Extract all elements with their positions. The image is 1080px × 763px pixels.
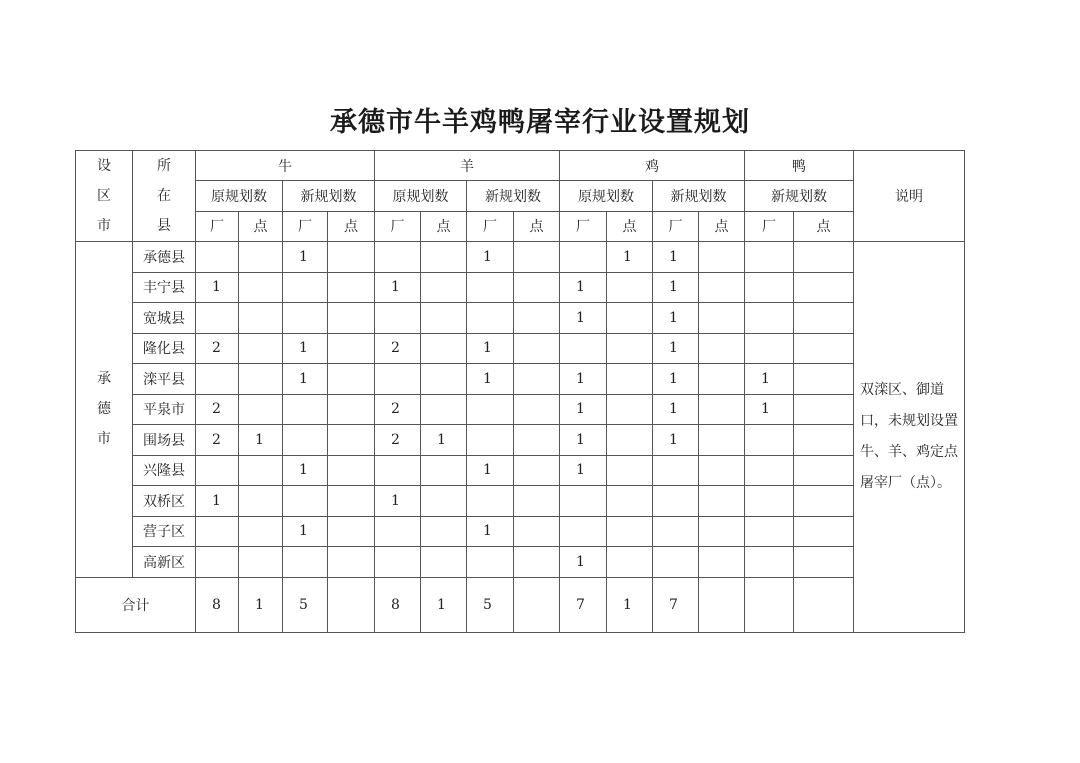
value-cell: 1 [467, 242, 514, 273]
value-cell: 1 [467, 333, 514, 364]
unit-point-header: 点 [514, 211, 560, 241]
county-header: 所 在 县 [133, 151, 196, 242]
value-cell [375, 303, 421, 334]
value-cell [421, 455, 467, 486]
value-cell [514, 425, 560, 456]
value-cell: 2 [196, 333, 239, 364]
value-cell [794, 242, 854, 273]
value-cell [794, 516, 854, 547]
total-value-cell: 8 [196, 577, 239, 632]
total-value-cell: 7 [560, 577, 607, 632]
value-cell [239, 272, 283, 303]
value-cell [239, 242, 283, 273]
county-cell: 营子区 [133, 516, 196, 547]
value-cell: 1 [745, 394, 794, 425]
value-cell [375, 455, 421, 486]
unit-factory-header: 厂 [467, 211, 514, 241]
header-row-3 [76, 211, 965, 241]
value-cell [514, 333, 560, 364]
value-cell: 1 [467, 455, 514, 486]
value-cell [560, 333, 607, 364]
value-cell [607, 303, 653, 334]
value-cell [607, 547, 653, 578]
value-cell [467, 425, 514, 456]
unit-factory-header: 厂 [745, 211, 794, 241]
total-value-cell [699, 577, 745, 632]
county-cell: 兴隆县 [133, 455, 196, 486]
value-cell [283, 486, 328, 517]
value-cell: 1 [653, 394, 699, 425]
county-cell: 宽城县 [133, 303, 196, 334]
value-cell [794, 425, 854, 456]
value-cell: 1 [653, 425, 699, 456]
value-cell [745, 455, 794, 486]
total-value-cell: 5 [467, 577, 514, 632]
county-cell: 围场县 [133, 425, 196, 456]
value-cell: 1 [560, 425, 607, 456]
city-cell: 承 德 市 [76, 242, 133, 578]
value-cell [283, 303, 328, 334]
value-cell [653, 547, 699, 578]
value-cell: 2 [375, 425, 421, 456]
header-row-1 [76, 151, 965, 181]
value-cell: 1 [421, 425, 467, 456]
group-header-sheep: 羊 [375, 151, 560, 181]
value-cell: 1 [467, 516, 514, 547]
total-value-cell: 8 [375, 577, 421, 632]
total-value-cell [328, 577, 375, 632]
value-cell [699, 455, 745, 486]
value-cell [328, 303, 375, 334]
value-cell: 2 [196, 394, 239, 425]
value-cell [421, 486, 467, 517]
value-cell [375, 242, 421, 273]
unit-factory-header: 厂 [283, 211, 328, 241]
unit-factory-header: 厂 [560, 211, 607, 241]
value-cell [196, 303, 239, 334]
unit-point-header: 点 [421, 211, 467, 241]
table-row [76, 303, 965, 334]
value-cell [794, 364, 854, 395]
county-cell: 隆化县 [133, 333, 196, 364]
value-cell [794, 455, 854, 486]
value-cell: 1 [653, 242, 699, 273]
value-cell [745, 547, 794, 578]
value-cell: 1 [283, 364, 328, 395]
value-cell: 1 [467, 364, 514, 395]
value-cell [283, 547, 328, 578]
value-cell [699, 333, 745, 364]
value-cell [514, 303, 560, 334]
value-cell: 1 [375, 272, 421, 303]
table-row [76, 394, 965, 425]
unit-factory-header: 厂 [653, 211, 699, 241]
value-cell [283, 394, 328, 425]
unit-point-header: 点 [328, 211, 375, 241]
value-cell [421, 272, 467, 303]
value-cell: 1 [283, 333, 328, 364]
value-cell [514, 272, 560, 303]
value-cell [745, 303, 794, 334]
sheep-new-header: 新规划数 [467, 181, 560, 211]
table-row [76, 455, 965, 486]
value-cell [328, 486, 375, 517]
value-cell [745, 272, 794, 303]
value-cell [514, 364, 560, 395]
value-cell [467, 486, 514, 517]
value-cell [328, 394, 375, 425]
value-cell [607, 364, 653, 395]
value-cell [375, 516, 421, 547]
value-cell [328, 364, 375, 395]
value-cell [699, 242, 745, 273]
unit-point-header: 点 [699, 211, 745, 241]
value-cell [514, 516, 560, 547]
value-cell [560, 486, 607, 517]
county-cell: 平泉市 [133, 394, 196, 425]
value-cell [607, 425, 653, 456]
value-cell [560, 516, 607, 547]
value-cell [421, 516, 467, 547]
total-value-cell: 1 [239, 577, 283, 632]
value-cell: 2 [196, 425, 239, 456]
unit-factory-header: 厂 [196, 211, 239, 241]
value-cell [328, 333, 375, 364]
value-cell: 1 [196, 272, 239, 303]
value-cell [239, 303, 283, 334]
table-row [76, 242, 965, 273]
value-cell: 1 [560, 303, 607, 334]
total-value-cell: 1 [607, 577, 653, 632]
unit-factory-header: 厂 [375, 211, 421, 241]
value-cell [196, 455, 239, 486]
total-value-cell: 7 [653, 577, 699, 632]
value-cell [607, 516, 653, 547]
value-cell [794, 547, 854, 578]
value-cell [375, 364, 421, 395]
value-cell [514, 455, 560, 486]
group-header-cattle: 牛 [196, 151, 375, 181]
table-row [76, 272, 965, 303]
value-cell [745, 516, 794, 547]
value-cell: 1 [560, 364, 607, 395]
value-cell [607, 394, 653, 425]
value-cell [794, 486, 854, 517]
header-row-2 [76, 181, 965, 211]
total-label: 合计 [76, 577, 196, 632]
value-cell: 1 [653, 303, 699, 334]
value-cell [514, 547, 560, 578]
value-cell [745, 333, 794, 364]
value-cell [745, 242, 794, 273]
value-cell [607, 272, 653, 303]
value-cell: 1 [283, 242, 328, 273]
total-value-cell: 5 [283, 577, 328, 632]
value-cell: 2 [375, 333, 421, 364]
value-cell [375, 547, 421, 578]
value-cell [239, 394, 283, 425]
value-cell [196, 364, 239, 395]
value-cell [699, 425, 745, 456]
value-cell: 1 [196, 486, 239, 517]
group-header-chicken: 鸡 [560, 151, 745, 181]
sheep-original-header: 原规划数 [375, 181, 467, 211]
value-cell [467, 303, 514, 334]
value-cell [794, 333, 854, 364]
value-cell: 1 [560, 272, 607, 303]
table-row [76, 364, 965, 395]
value-cell: 1 [283, 516, 328, 547]
note-cell: 双滦区、御道口，未规划设置牛、羊、鸡定点屠宰厂（点）。 [854, 242, 965, 633]
value-cell [699, 364, 745, 395]
value-cell [328, 272, 375, 303]
county-cell: 丰宁县 [133, 272, 196, 303]
value-cell [196, 242, 239, 273]
value-cell [328, 455, 375, 486]
value-cell: 1 [560, 394, 607, 425]
table-row [76, 547, 965, 578]
value-cell: 1 [607, 242, 653, 273]
chicken-original-header: 原规划数 [560, 181, 653, 211]
value-cell [514, 486, 560, 517]
value-cell: 1 [653, 272, 699, 303]
value-cell [328, 547, 375, 578]
value-cell [239, 455, 283, 486]
value-cell [421, 364, 467, 395]
value-cell [607, 455, 653, 486]
value-cell [467, 547, 514, 578]
value-cell [328, 425, 375, 456]
table-row [76, 486, 965, 517]
value-cell [607, 333, 653, 364]
unit-point-header: 点 [607, 211, 653, 241]
value-cell [745, 486, 794, 517]
value-cell [794, 272, 854, 303]
value-cell [607, 486, 653, 517]
value-cell [239, 333, 283, 364]
value-cell [328, 242, 375, 273]
value-cell [794, 303, 854, 334]
value-cell [560, 242, 607, 273]
value-cell [421, 547, 467, 578]
value-cell: 1 [745, 364, 794, 395]
value-cell [699, 486, 745, 517]
value-cell [421, 333, 467, 364]
value-cell [239, 364, 283, 395]
value-cell [653, 516, 699, 547]
district-header: 设 区 市 [76, 151, 133, 242]
value-cell [328, 516, 375, 547]
document-title: 承德市牛羊鸡鸭屠宰行业设置规划 [330, 107, 750, 138]
cattle-original-header: 原规划数 [196, 181, 283, 211]
table-row [76, 516, 965, 547]
value-cell [467, 272, 514, 303]
note-header: 说明 [854, 151, 965, 242]
chicken-new-header: 新规划数 [653, 181, 745, 211]
table-row [76, 425, 965, 456]
value-cell [514, 394, 560, 425]
value-cell [699, 394, 745, 425]
slaughter-plan-table [75, 150, 965, 633]
value-cell [514, 242, 560, 273]
total-value-cell [794, 577, 854, 632]
total-value-cell: 1 [421, 577, 467, 632]
value-cell [467, 394, 514, 425]
value-cell [794, 394, 854, 425]
table-body [76, 151, 965, 633]
value-cell [239, 547, 283, 578]
value-cell: 1 [653, 364, 699, 395]
value-cell [699, 547, 745, 578]
value-cell [239, 486, 283, 517]
value-cell: 1 [560, 455, 607, 486]
group-header-duck: 鸭 [745, 151, 854, 181]
value-cell: 1 [375, 486, 421, 517]
value-cell [283, 425, 328, 456]
cattle-new-header: 新规划数 [283, 181, 375, 211]
total-value-cell [745, 577, 794, 632]
total-value-cell [514, 577, 560, 632]
table-row [76, 333, 965, 364]
value-cell: 2 [375, 394, 421, 425]
value-cell [699, 516, 745, 547]
value-cell [421, 242, 467, 273]
value-cell [421, 394, 467, 425]
value-cell: 1 [239, 425, 283, 456]
value-cell: 1 [560, 547, 607, 578]
value-cell [421, 303, 467, 334]
county-cell: 高新区 [133, 547, 196, 578]
duck-new-header: 新规划数 [745, 181, 854, 211]
unit-point-header: 点 [794, 211, 854, 241]
value-cell [745, 425, 794, 456]
value-cell [653, 455, 699, 486]
value-cell: 1 [283, 455, 328, 486]
value-cell: 1 [653, 333, 699, 364]
county-cell: 双桥区 [133, 486, 196, 517]
value-cell [699, 272, 745, 303]
value-cell [239, 516, 283, 547]
value-cell [653, 486, 699, 517]
total-row [76, 577, 965, 632]
county-cell: 承德县 [133, 242, 196, 273]
value-cell [196, 516, 239, 547]
value-cell [699, 303, 745, 334]
county-cell: 滦平县 [133, 364, 196, 395]
value-cell [283, 272, 328, 303]
unit-point-header: 点 [239, 211, 283, 241]
value-cell [196, 547, 239, 578]
